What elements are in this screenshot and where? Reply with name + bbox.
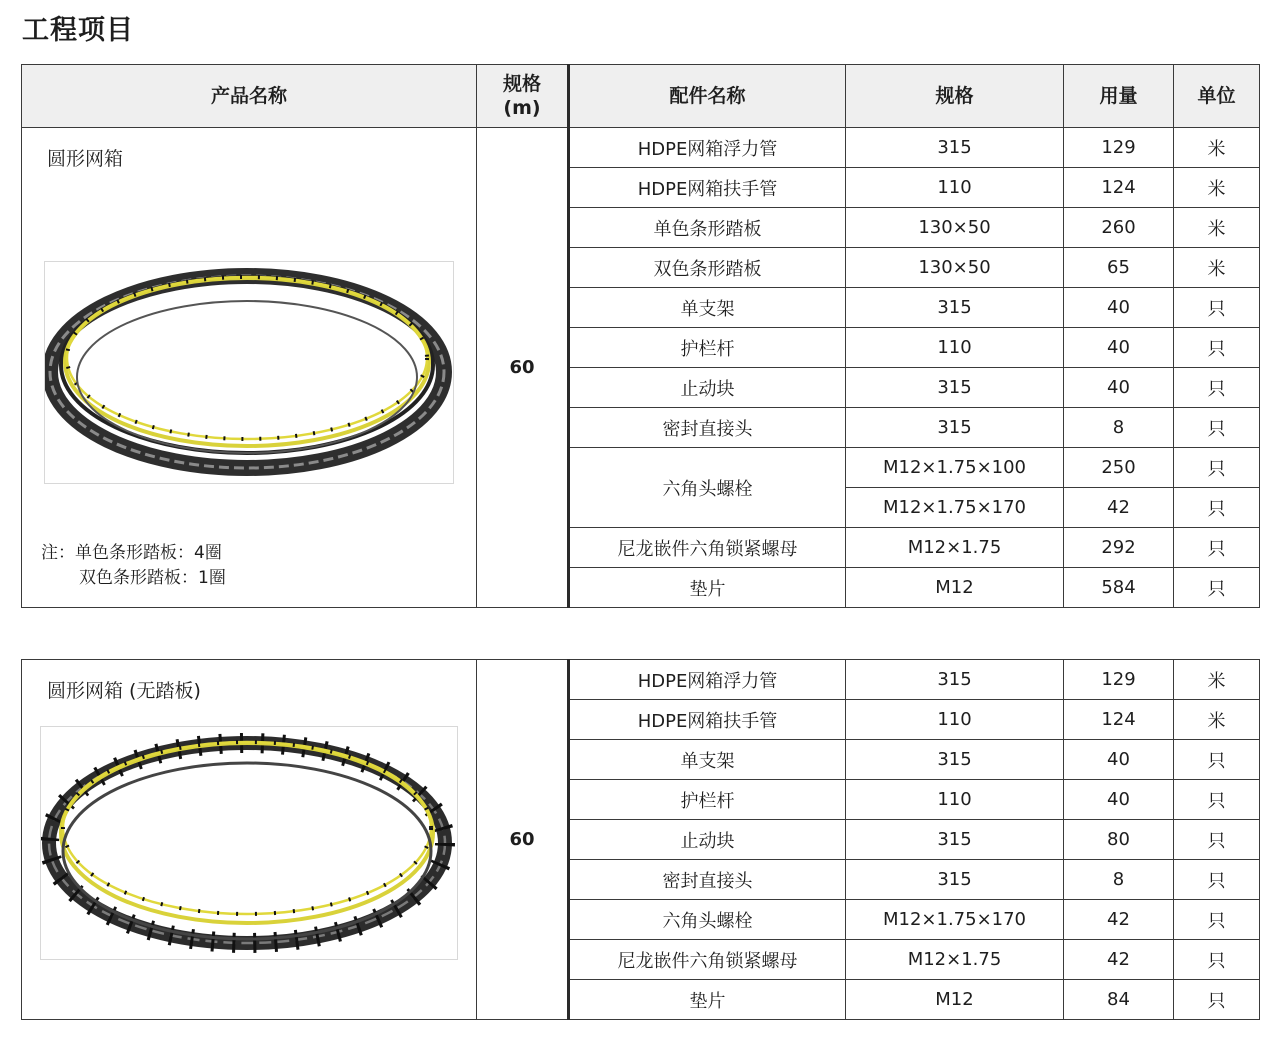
part-cell: 单支架 bbox=[569, 740, 846, 780]
unit-cell: 米 bbox=[1174, 128, 1260, 168]
header-spec: 规格 bbox=[846, 65, 1064, 128]
part-cell: 六角头螺栓 bbox=[569, 900, 846, 940]
qty-cell: 40 bbox=[1064, 368, 1174, 408]
qty-cell: 129 bbox=[1064, 128, 1174, 168]
unit-cell: 只 bbox=[1174, 740, 1260, 780]
qty-cell: 80 bbox=[1064, 820, 1174, 860]
unit-cell: 只 bbox=[1174, 860, 1260, 900]
qty-cell: 8 bbox=[1064, 860, 1174, 900]
unit-cell: 只 bbox=[1174, 820, 1260, 860]
spec-cell: 110 bbox=[846, 168, 1064, 208]
spec-cell: M12×1.75×100 bbox=[846, 448, 1064, 488]
part-cell: 密封直接头 bbox=[569, 860, 846, 900]
spec-cell: 315 bbox=[846, 128, 1064, 168]
part-cell: 六角头螺栓 bbox=[569, 448, 846, 528]
qty-cell: 129 bbox=[1064, 660, 1174, 700]
qty-cell: 40 bbox=[1064, 288, 1174, 328]
header-unit: 单位 bbox=[1174, 65, 1260, 128]
qty-cell: 40 bbox=[1064, 328, 1174, 368]
spec-cell: 315 bbox=[846, 820, 1064, 860]
qty-cell: 260 bbox=[1064, 208, 1174, 248]
unit-cell: 只 bbox=[1174, 780, 1260, 820]
qty-cell: 292 bbox=[1064, 528, 1174, 568]
unit-cell: 米 bbox=[1174, 700, 1260, 740]
part-cell: 密封直接头 bbox=[569, 408, 846, 448]
cage-ring-graphic bbox=[41, 727, 457, 959]
part-cell: 护栏杆 bbox=[569, 328, 846, 368]
spec-cell: 130×50 bbox=[846, 248, 1064, 288]
part-cell: HDPE网箱浮力管 bbox=[569, 660, 846, 700]
spec-cell: 110 bbox=[846, 700, 1064, 740]
net-cage-image bbox=[44, 261, 454, 484]
spec-cell: 315 bbox=[846, 660, 1064, 700]
page-title: 工程项目 bbox=[22, 15, 134, 46]
unit-cell: 米 bbox=[1174, 168, 1260, 208]
header-size bbox=[477, 65, 569, 128]
spec-cell: M12×1.75×170 bbox=[846, 488, 1064, 528]
note-line-1: 注：单色条形踏板：4圈 bbox=[41, 543, 222, 563]
qty-cell: 584 bbox=[1064, 568, 1174, 608]
part-cell: 止动块 bbox=[569, 820, 846, 860]
net-cage-no-board-image bbox=[40, 726, 458, 960]
spec-cell: M12 bbox=[846, 980, 1064, 1020]
note bbox=[41, 541, 226, 591]
qty-cell: 124 bbox=[1064, 700, 1174, 740]
part-cell: 尼龙嵌件六角锁紧螺母 bbox=[569, 940, 846, 980]
spec-cell: 315 bbox=[846, 368, 1064, 408]
qty-cell: 42 bbox=[1064, 940, 1174, 980]
product-name: 圆形网箱 bbox=[47, 148, 124, 170]
spec-cell: 315 bbox=[846, 860, 1064, 900]
unit-cell: 米 bbox=[1174, 248, 1260, 288]
part-cell: 单支架 bbox=[569, 288, 846, 328]
part-cell: 单色条形踏板 bbox=[569, 208, 846, 248]
header-size-line1: 规格 bbox=[502, 73, 541, 95]
table-header-row bbox=[22, 65, 1260, 128]
unit-cell: 只 bbox=[1174, 448, 1260, 488]
unit-cell: 只 bbox=[1174, 408, 1260, 448]
qty-cell: 124 bbox=[1064, 168, 1174, 208]
unit-cell: 只 bbox=[1174, 980, 1260, 1020]
spec-cell: 110 bbox=[846, 780, 1064, 820]
header-size-line2: (m) bbox=[503, 97, 541, 119]
note-line-2: 双色条形踏板：1圈 bbox=[79, 568, 226, 588]
part-cell: HDPE网箱浮力管 bbox=[569, 128, 846, 168]
spec-table-1 bbox=[21, 64, 1260, 608]
spec-cell: M12×1.75×170 bbox=[846, 900, 1064, 940]
qty-cell: 40 bbox=[1064, 780, 1174, 820]
spec-cell: 315 bbox=[846, 740, 1064, 780]
header-qty: 用量 bbox=[1064, 65, 1174, 128]
size-cell: 60 bbox=[477, 128, 569, 608]
table-row bbox=[22, 128, 1260, 168]
qty-cell: 42 bbox=[1064, 488, 1174, 528]
spec-cell: 315 bbox=[846, 408, 1064, 448]
part-cell: 双色条形踏板 bbox=[569, 248, 846, 288]
qty-cell: 250 bbox=[1064, 448, 1174, 488]
qty-cell: 84 bbox=[1064, 980, 1174, 1020]
unit-cell: 只 bbox=[1174, 288, 1260, 328]
header-product: 产品名称 bbox=[22, 65, 477, 128]
qty-cell: 42 bbox=[1064, 900, 1174, 940]
table-row bbox=[22, 660, 1260, 700]
part-cell: 垫片 bbox=[569, 980, 846, 1020]
product-cell bbox=[22, 660, 477, 1020]
unit-cell: 只 bbox=[1174, 940, 1260, 980]
unit-cell: 米 bbox=[1174, 208, 1260, 248]
unit-cell: 只 bbox=[1174, 488, 1260, 528]
cage-ring-graphic bbox=[45, 262, 453, 483]
unit-cell: 只 bbox=[1174, 900, 1260, 940]
header-part: 配件名称 bbox=[569, 65, 846, 128]
unit-cell: 只 bbox=[1174, 368, 1260, 408]
spec-cell: 130×50 bbox=[846, 208, 1064, 248]
part-cell: 尼龙嵌件六角锁紧螺母 bbox=[569, 528, 846, 568]
unit-cell: 只 bbox=[1174, 568, 1260, 608]
size-cell: 60 bbox=[477, 660, 569, 1020]
part-cell: 垫片 bbox=[569, 568, 846, 608]
spec-table-2 bbox=[21, 659, 1260, 1020]
spec-cell: M12 bbox=[846, 568, 1064, 608]
unit-cell: 只 bbox=[1174, 528, 1260, 568]
qty-cell: 40 bbox=[1064, 740, 1174, 780]
part-cell: 护栏杆 bbox=[569, 780, 846, 820]
part-cell: HDPE网箱扶手管 bbox=[569, 168, 846, 208]
spec-cell: 315 bbox=[846, 288, 1064, 328]
spec-cell: M12×1.75 bbox=[846, 940, 1064, 980]
part-cell: 止动块 bbox=[569, 368, 846, 408]
part-cell: HDPE网箱扶手管 bbox=[569, 700, 846, 740]
spec-cell: 110 bbox=[846, 328, 1064, 368]
product-name: 圆形网箱 (无踏板) bbox=[47, 680, 201, 702]
qty-cell: 65 bbox=[1064, 248, 1174, 288]
product-cell bbox=[22, 128, 477, 608]
qty-cell: 8 bbox=[1064, 408, 1174, 448]
spec-cell: M12×1.75 bbox=[846, 528, 1064, 568]
unit-cell: 只 bbox=[1174, 328, 1260, 368]
unit-cell: 米 bbox=[1174, 660, 1260, 700]
